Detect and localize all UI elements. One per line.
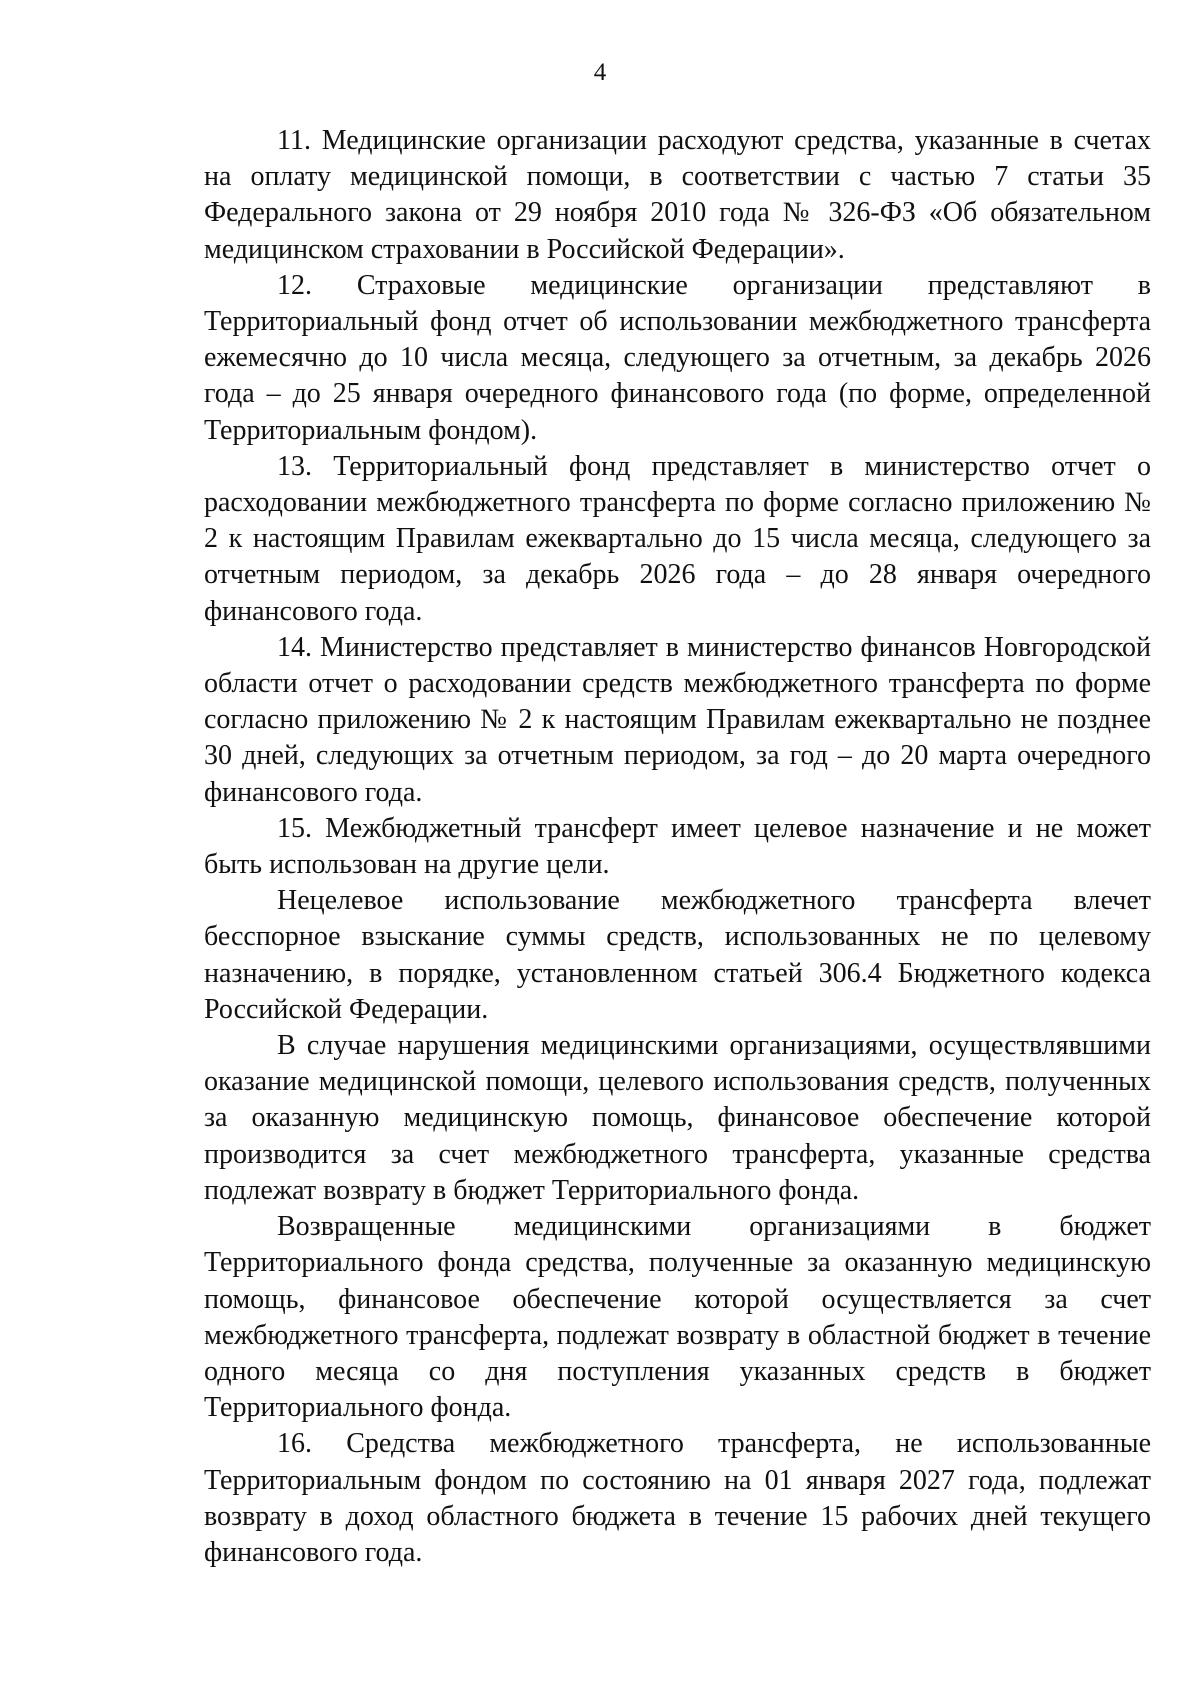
paragraph-violation-return: В случае нарушения медицинскими организациями, осуществлявшими оказание медицинской помощи, целевого использования средств, полученных за оказанную медицинскую помощь, финансовое обеспечение которой производится за счет межбюджетного трансферта, указанные средства подлежат возврату в бюджет Территориального фонда.: [204, 1030, 1151, 1206]
paragraph-returned-funds: Возвращенные медицинскими организациями в бюджет Территориального фонда средства, полученные за оказанную медицинскую помощь, финансовое обеспечение которой осуществляется за счет межбюджетного трансферта, подлежат возврату в областной бюджет в течение одного месяца со дня поступления указанных средств в бюджет Территориального фонда.: [204, 1211, 1151, 1424]
paragraph-item-15: 15. Межбюджетный трансферт имеет целевое назначение и не может быть использован на другие цели.: [204, 812, 1151, 881]
page-number: 4: [593, 59, 607, 86]
paragraph-item-11: 11. Медицинские организации расходуют средства, указанные в счетах на оплату медицинской помощи, в соответствии с частью 7 статьи 35 Федерального закона от 29 ноября 2010 года № 326-ФЗ «Об обязательном медицинском страховании в Российской Федерации».: [204, 125, 1151, 265]
paragraph-item-16: 16. Средства межбюджетного трансферта, не использованные Территориальным фондом по состоянию на 01 января 2027 года, подлежат возврату в доход областного бюджета в течение 15 рабочих дней текущего финансового года.: [204, 1428, 1151, 1568]
paragraph-item-13: 13. Территориальный фонд представляет в министерство отчет о расходовании межбюджетного трансферта по форме согласно приложению № 2 к настоящим Правилам ежеквартально до 15 числа месяца, следующего за отчетным периодом, за декабрь 2026 года – до 28 января очередного финансового года.: [204, 450, 1151, 627]
paragraph-item-12: 12. Страховые медицинские организации представляют в Территориальный фонд отчет об использовании межбюджетного трансферта ежемесячно до 10 числа месяца, следующего за отчетным, за декабрь 2026 года – до 25 января очередного финансового года (по форме, определенной Территориальным фондом).: [204, 269, 1151, 446]
document-body: [204, 123, 1151, 1571]
paragraph-item-14: 14. Министерство представляет в министерство финансов Новгородской области отчет о расходовании средств межбюджетного трансферта по форме согласно приложению № 2 к настоящим Правилам ежеквартально не позднее 30 дней, следующих за отчетным периодом, за год – до 20 марта очередного финансового года.: [204, 631, 1151, 808]
paragraph-misuse-penalty: Нецелевое использование межбюджетного трансферта влечет бесспорное взыскание суммы средств, использованных не по целевому назначению, в порядке, установленном статьей 306.4 Бюджетного кодекса Российской Федерации.: [204, 885, 1151, 1025]
